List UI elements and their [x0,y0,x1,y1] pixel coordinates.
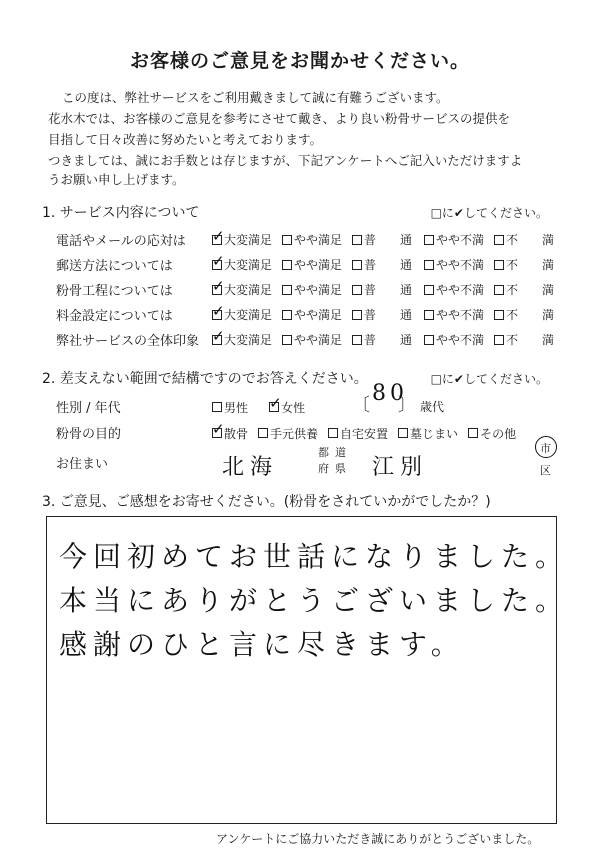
rating-option[interactable] [494,281,554,298]
comment-line-1: 今回初めてお世話になりました。 [59,540,570,573]
rating-option[interactable] [352,281,412,298]
purpose-option[interactable] [328,425,388,442]
rating-option[interactable] [494,256,554,273]
intro-line-3: 目指して日々改善に努めたいと考えております。 [48,132,323,147]
rating-option[interactable] [282,231,342,248]
city-unit-city: 市 [540,442,551,455]
purpose-option[interactable] [212,425,248,442]
rating-checkbox[interactable] [424,235,434,245]
rating-row-label: 料金設定については [56,309,173,324]
rating-checkbox[interactable] [494,335,504,345]
rating-option-label: 不 満 [506,333,555,347]
rating-option[interactable] [212,231,272,248]
rating-option[interactable] [282,306,342,323]
rating-option[interactable] [352,256,412,273]
rating-checkbox[interactable] [282,285,292,295]
intro-line-4: つきましては、誠にお手数とは存じますが、下記アンケートへご記入いただけますよ [48,153,523,168]
comment-line-2: 本当にありがとうございました。 [59,584,570,617]
purpose-option-label: その他 [480,426,517,441]
purpose-checkbox[interactable] [468,428,478,438]
rating-option[interactable] [352,331,412,348]
rating-option-label: 不 満 [506,283,555,297]
rating-checkbox[interactable] [494,235,504,245]
comments-box[interactable] [46,516,570,824]
rating-checkbox[interactable] [494,285,504,295]
rating-checkbox[interactable] [212,285,222,295]
city-unit-ward: 区 [540,464,551,477]
purpose-option-label: 自宅安置 [340,426,389,441]
rating-checkbox[interactable] [282,335,292,345]
footer-thanks: アンケートにご協力いただき誠にありがとうございました。 [216,832,540,846]
intro-line-1: この度は、弊社サービスをご利用戴きまして誠に有難うございます。 [62,90,449,105]
rating-option[interactable] [424,306,484,323]
rating-checkbox[interactable] [352,335,362,345]
rating-checkbox[interactable] [352,260,362,270]
city-handwritten: 江別 [372,455,429,480]
rating-checkbox[interactable] [212,335,222,345]
rating-checkbox[interactable] [424,335,434,345]
rating-option-label: 不 満 [506,258,555,272]
rating-checkbox[interactable] [282,260,292,270]
age-bracket-open: 〔 [352,395,370,416]
rating-option[interactable] [424,231,484,248]
purpose-checkbox[interactable] [398,428,408,438]
rating-option-label: やや不満 [436,283,485,297]
rating-option-label: やや不満 [436,333,485,347]
rating-checkbox[interactable] [282,235,292,245]
rating-option-label: 大変満足 [224,233,273,247]
age-handwritten: 80 [372,381,408,406]
prefecture-handwritten: 北海 [222,455,279,480]
rating-checkbox[interactable] [424,310,434,320]
rating-option-label: やや不満 [436,308,485,322]
rating-option-label: 大変満足 [224,283,273,297]
section2-heading: 2. 差支えない範囲で結構ですのでお答えください。 [42,371,368,387]
purpose-option-label: 墓じまい [410,426,459,441]
rating-checkbox[interactable] [424,285,434,295]
page-title: お客様のご意見をお聞かせください。 [129,50,470,72]
rating-checkbox[interactable] [352,285,362,295]
section1-heading: 1. サービス内容について [42,205,200,221]
prefecture-unit-bottom: 府県 [318,462,352,475]
intro-line-2: 花水木では、お客様のご意見を参考にさせて戴き、より良い粉骨サービスの提供を [48,111,511,126]
rating-row-label: 粉骨工程については [56,284,173,299]
rating-option-label: 普 通 [364,308,413,322]
rating-option-label: 大変満足 [224,333,273,347]
purpose-option[interactable] [468,425,516,442]
rating-option-label: 普 通 [364,333,413,347]
rating-option[interactable] [352,231,412,248]
checkbox-female[interactable] [269,402,279,412]
rating-option[interactable] [424,331,484,348]
rating-option-label: やや満足 [294,283,343,297]
rating-option-label: やや不満 [436,233,485,247]
rating-option[interactable] [494,306,554,323]
rating-option[interactable] [212,306,272,323]
rating-checkbox[interactable] [212,235,222,245]
rating-checkbox[interactable] [424,260,434,270]
gender-options [212,397,305,416]
rating-option-label: やや満足 [294,333,343,347]
rating-option[interactable] [212,256,272,273]
rating-option[interactable] [494,331,554,348]
address-label: お住まい [56,457,109,472]
gender-age-label: 性別 / 年代 [56,401,121,416]
rating-checkbox[interactable] [494,310,504,320]
rating-row-label: 郵送方法については [56,259,173,274]
rating-option-label: 普 通 [364,233,413,247]
purpose-label: 粉骨の目的 [56,427,122,442]
rating-option-label: 不 満 [506,308,555,322]
rating-checkbox[interactable] [494,260,504,270]
gender-option-male[interactable]: 男性 [212,399,248,416]
prefecture-unit-top: 都道 [318,446,352,459]
rating-option-label: 普 通 [364,258,413,272]
section3-heading: 3. ご意見、ご感想をお寄せください。(粉骨をされていかがでしたか？) [42,494,491,510]
rating-option-label: 不 満 [506,233,555,247]
age-bracket-close: 〕 [398,395,416,416]
gender-option-female[interactable]: ✓ 女性 [269,399,305,416]
purpose-checkbox[interactable] [328,428,338,438]
rating-option-label: やや満足 [294,233,343,247]
rating-checkbox[interactable] [212,260,222,270]
rating-option[interactable] [212,281,272,298]
section2-hint: □に✔してください。 [430,372,548,386]
rating-option-label: やや満足 [294,308,343,322]
rating-option-label: 大変満足 [224,308,273,322]
purpose-checkbox[interactable] [212,428,222,438]
purpose-option[interactable] [398,425,458,442]
purpose-option-label: 散骨 [224,426,249,441]
purpose-option-label: 手元供養 [270,426,319,441]
age-suffix: 歳代 [420,400,445,414]
intro-line-5: うお願い申し上げます。 [48,172,185,187]
rating-option-label: やや満足 [294,258,343,272]
rating-option[interactable] [282,281,342,298]
section1-hint: □に✔してください。 [430,206,548,220]
rating-option[interactable] [282,256,342,273]
rating-option-label: 大変満足 [224,258,273,272]
rating-checkbox[interactable] [352,310,362,320]
comment-line-3: 感謝のひと言に尽きます。 [59,628,465,661]
rating-option[interactable] [282,331,342,348]
rating-row-label: 弊社サービスの全体印象 [56,334,200,349]
rating-option-label: やや不満 [436,258,485,272]
rating-option[interactable] [424,281,484,298]
rating-option-label: 普 通 [364,283,413,297]
checkbox-male[interactable] [212,402,222,412]
purpose-checkbox[interactable] [258,428,268,438]
purpose-options [212,423,526,442]
rating-checkbox[interactable] [282,310,292,320]
rating-option[interactable] [352,306,412,323]
rating-option[interactable] [212,331,272,348]
rating-option[interactable] [494,231,554,248]
rating-checkbox[interactable] [212,310,222,320]
purpose-option[interactable] [258,425,318,442]
rating-row-label: 電話やメールの応対は [56,234,186,249]
rating-checkbox[interactable] [352,235,362,245]
rating-option[interactable] [424,256,484,273]
